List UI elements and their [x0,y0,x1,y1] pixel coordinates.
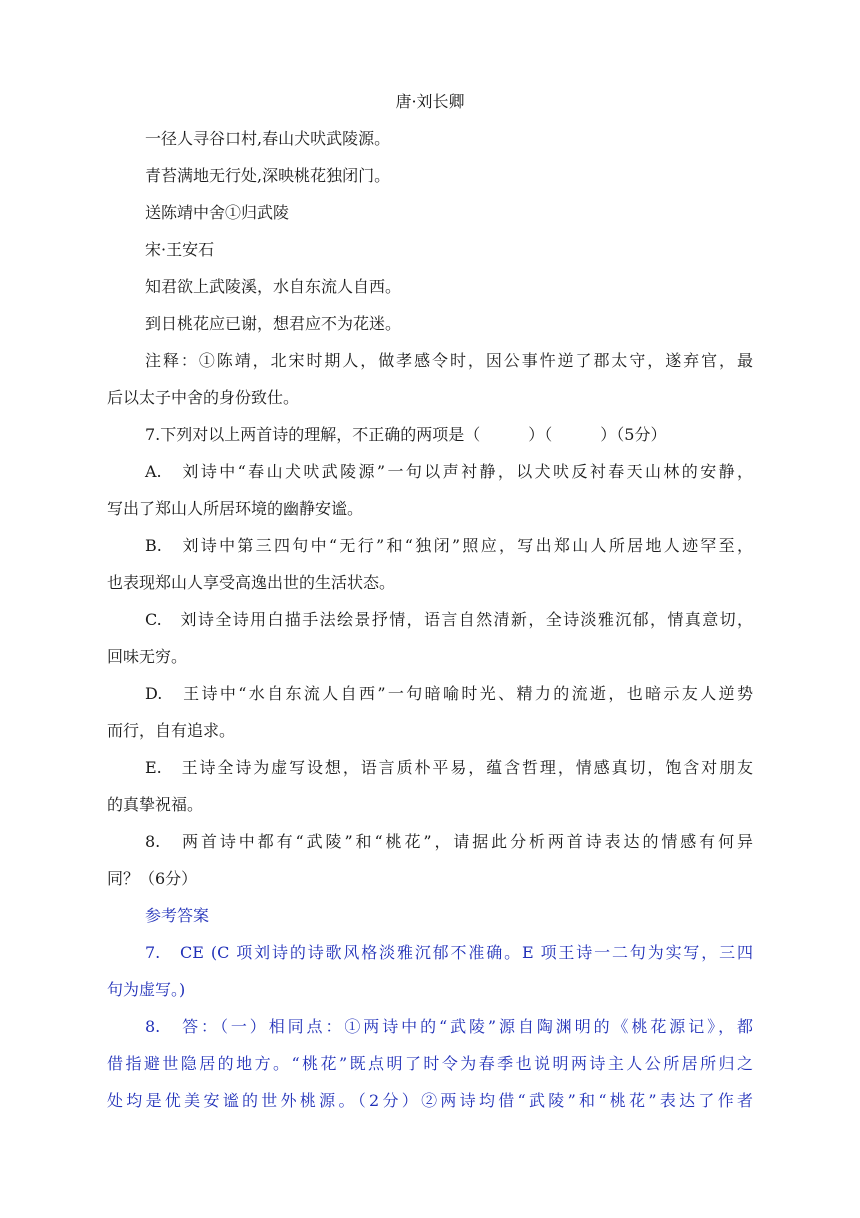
annotation-note [107,349,753,410]
question-8-line-2: 同？（6分） [107,869,198,888]
question-7-option-e [107,756,753,817]
option-e-line-1: E. 王诗全诗为虚写设想，语言质朴平易，蕴含哲理，情感真切，饱含对朋友 [145,758,753,777]
question-8-line-1: 8. 两首诗中都有“武陵”和“桃花”，请据此分析两首诗表达的情感有何异 [145,832,753,851]
question-7-option-a [107,460,753,521]
answer-8-line-2: 借指避世隐居的地方。“桃花”既点明了时令为春季也说明两诗主人公所居所归之 [107,1054,753,1073]
option-b-line-2: 也表现郑山人享受高逸出世的生活状态。 [107,573,396,592]
poem2-line-1: 知君欲上武陵溪，水自东流人自西。 [145,277,402,296]
option-e-line-2: 的真挚祝福。 [107,795,204,814]
answer-7-line-1: 7. CE (C 项刘诗的诗歌风格淡雅沉郁不准确。E 项王诗一二句为实写，三四 [145,943,753,962]
question-7-option-d [107,682,753,743]
answer-8 [107,1015,753,1113]
poem2-title: 送陈靖中舍①归武陵 [145,203,290,222]
answers-heading: 参考答案 [145,906,210,925]
poem1-line-1: 一径人寻谷口村,春山犬吠武陵源。 [145,129,391,148]
answer-7 [107,941,753,1002]
annotation-note-line-2: 后以太子中舍的身份致仕。 [107,388,300,407]
annotation-note-line-1: 注释：①陈靖，北宋时期人，做孝感令时，因公事忤逆了郡太守，遂弃官，最 [145,351,753,370]
poem1-author: 唐·刘长卿 [395,92,465,111]
question-8 [107,830,753,891]
poem2-author: 宋·王安石 [145,240,215,259]
question-7-stem: 7.下列对以上两首诗的理解，不正确的两项是（ ）（ ）（5分） [145,425,667,444]
poem1-line-2: 青苔满地无行处,深映桃花独闭门。 [145,166,391,185]
question-7-option-b [107,534,753,595]
option-c-line-2: 回味无穷。 [107,647,188,666]
option-b-line-1: B. 刘诗中第三四句中“无行”和“独闭”照应，写出郑山人所居地人迹罕至， [145,536,753,555]
option-a-line-1: A. 刘诗中“春山犬吠武陵源”一句以声衬静，以犬吠反衬春天山林的安静， [145,462,753,481]
answer-8-line-1: 8. 答：（一）相同点：①两诗中的“武陵”源自陶渊明的《桃花源记》，都 [145,1017,753,1036]
option-a-line-2: 写出了郑山人所居环境的幽静安谧。 [107,499,364,518]
poem2-line-2: 到日桃花应已谢，想君应不为花迷。 [145,314,402,333]
answer-8-line-3: 处均是优美安谧的世外桃源。（2分）②两诗均借“武陵”和“桃花”表达了作者 [107,1091,753,1110]
option-d-line-2: 而行，自有追求。 [107,721,236,740]
document-content [107,90,753,1126]
answer-7-line-2: 句为虚写。) [107,980,186,999]
option-c-line-1: C. 刘诗全诗用白描手法绘景抒情，语言自然清新，全诗淡雅沉郁，情真意切， [145,610,753,629]
option-d-line-1: D. 王诗中“水自东流人自西”一句暗喻时光、精力的流逝，也暗示友人逆势 [145,684,753,703]
question-7-option-c [107,608,753,669]
